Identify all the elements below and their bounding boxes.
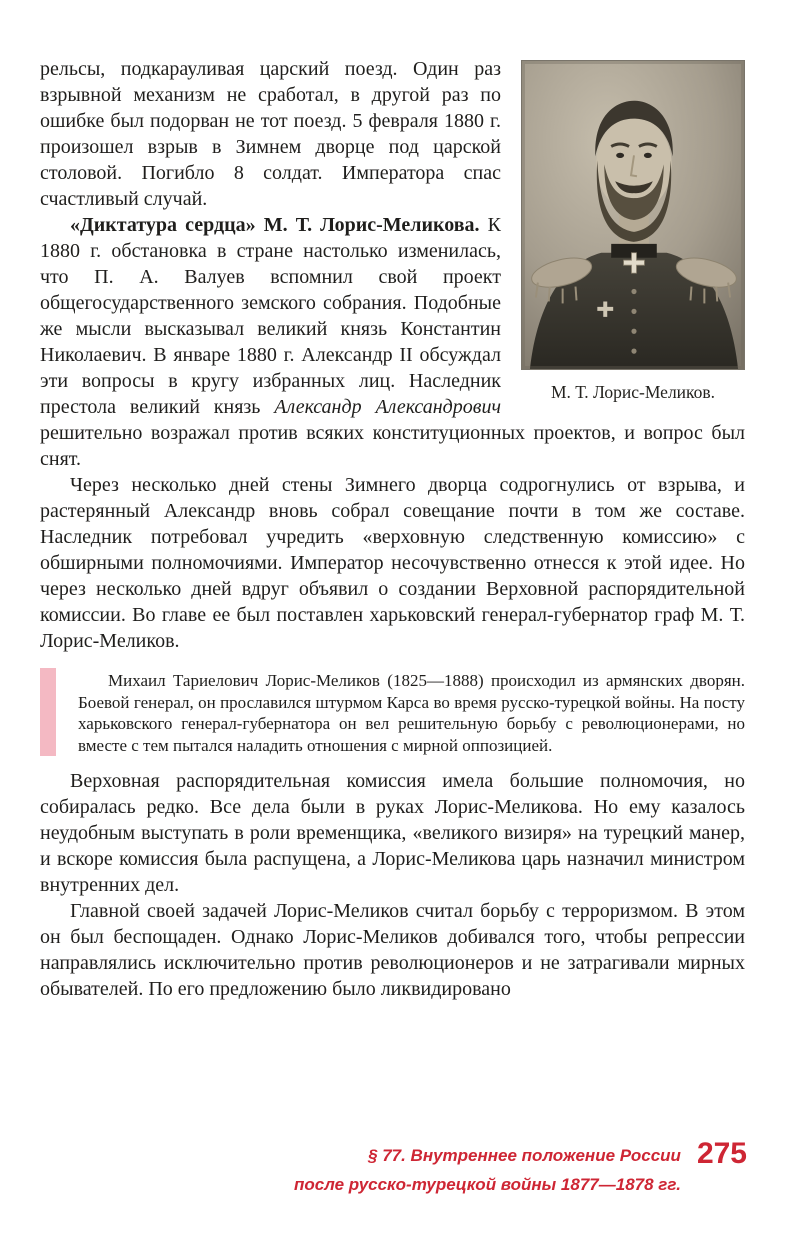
paragraph-text: К 1880 г. обстановка в стране настолько изменилась, что П. А. Валуев вспомнил свой проект общегосударственного земского собрания. Подобные же мысли высказывал великий князь Константин Николаевич. В январе 1880 г. Александр II обсуждал эти вопросы в кругу избранных лиц. Наследник престола великий князь — [40, 214, 502, 418]
page-number: 275 — [696, 1137, 747, 1170]
portrait-illustration — [522, 61, 744, 369]
inset-accent-bar — [40, 668, 56, 756]
paragraph-supreme-commission: Через несколько дней стены Зимнего дворца содрогнулись от взрыва, и растерянный Александр вновь собрал совещание почти в том же составе. Наследник потребовал учредить «верховную следственную комиссию» с обширными полномочиями. Император несочувственно отнесся к этой идее. Но через несколько дней вдруг объявил о создании Верховной распорядительной комиссии. Во главе ее был поставлен харьковский генерал-губернатор граф М. Т. Лорис-Меликов. — [40, 474, 745, 652]
portrait-caption: М. Т. Лорис-Меликов. — [550, 382, 716, 402]
loris-melikov-photo — [521, 60, 745, 370]
paragraph-text: решительно возражал против всяких конституционных проектов, и вопрос был снят. — [40, 422, 745, 470]
footer-section-title — [294, 1141, 681, 1199]
paragraph-lead-bold: «Диктатура сердца» М. Т. Лорис-Меликова. — [70, 214, 480, 236]
inset-loris-melikov-bio: Михаил Тариелович Лорис-Меликов (1825—1888) происходил из армянских дворян. Боевой генерал, он прославился штурмом Карса во время русско-турецкой войны. На посту харьковского генерал-губернатора он вел решительную борьбу с революционерами, но вместе с тем пытался наладить отношения с мирной оппозицией. — [78, 671, 745, 755]
portrait-figure — [521, 60, 745, 403]
biography-inset — [40, 668, 745, 756]
paragraph-fight-terrorism: Главной своей задачей Лорис-Меликов считал борьбу с терроризмом. В этом он был беспощаден. Однако Лорис-Меликов добивался того, чтобы репрессии направлялись исключительно против революционеров и не затрагивали мирных обывателей. По его предложению было ликвидировано — [40, 900, 745, 1000]
paragraph-commission-dissolved: Верховная распорядительная комиссия имела большие полномочия, но собиралась редко. Все дела были в руках Лорис-Меликова. Но ему казалось неудобным выступать в роли временщика, «великого визиря» на турецкий манер, и вскоре комиссия была распущена, а Лорис-Меликова царь назначил министром внутренних дел. — [40, 770, 745, 896]
person-name-italic: Александр Александрович — [274, 396, 501, 418]
paragraph-assassination-attempts: рельсы, подкарауливая царский поезд. Один раз взрывной механизм не сработал, в другой раз по ошибке был подорван не тот поезд. 5 февраля 1880 г. произошел взрыв в Зимнем дворце под царской столовой. Погибло 8 солдат. Императора спас счастливый случай. — [40, 58, 501, 210]
footer-line-1: § 77. Внутреннее положение России — [368, 1146, 681, 1165]
page-footer — [294, 1137, 747, 1199]
footer-line-2: после русско-турецкой войны 1877—1878 гг. — [294, 1175, 681, 1194]
